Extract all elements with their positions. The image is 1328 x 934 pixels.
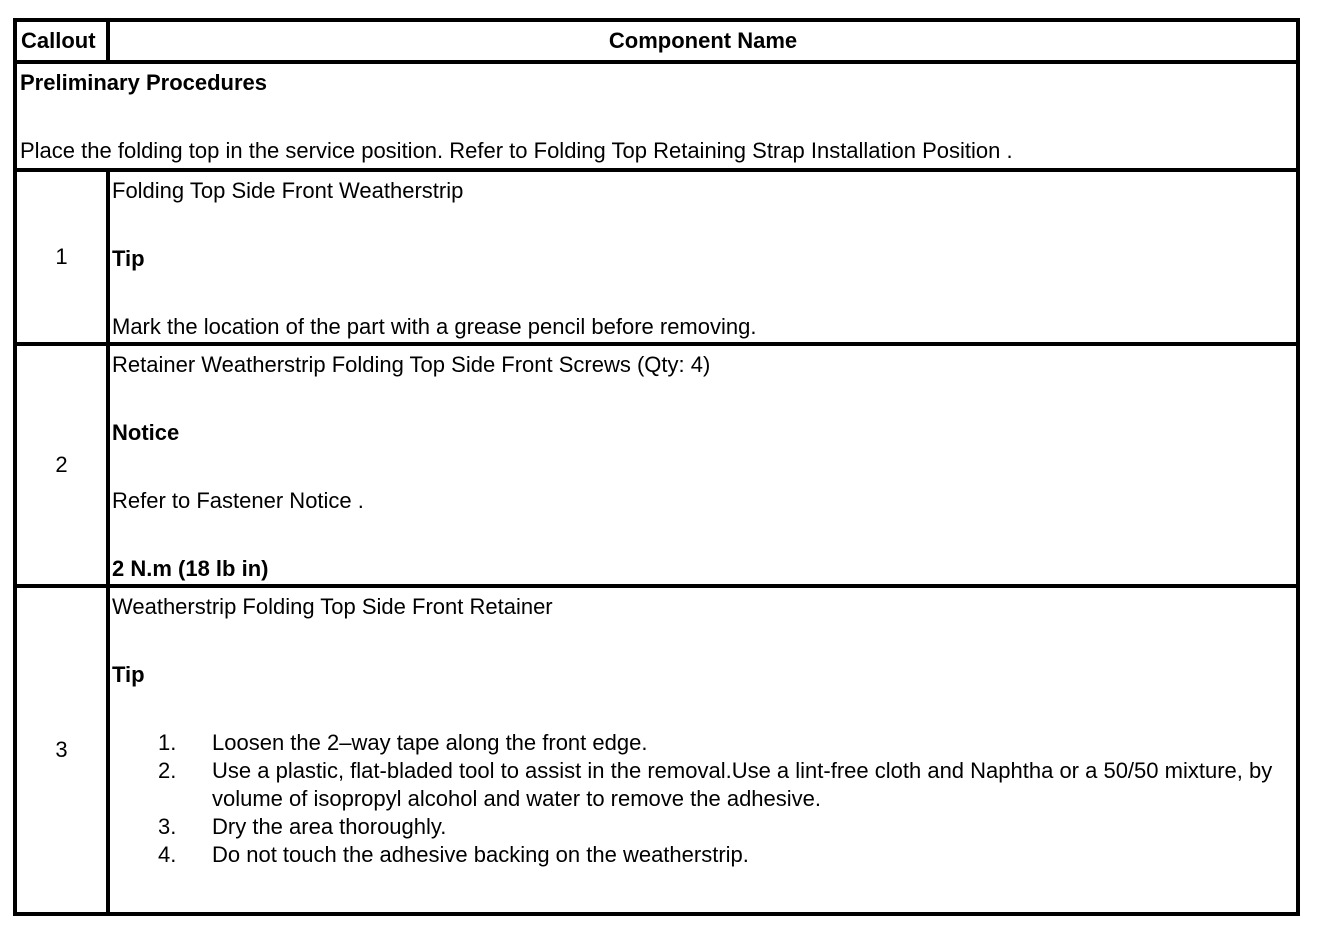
step-number: 3. <box>158 814 177 839</box>
component-cell <box>110 346 1296 584</box>
header-component-cell <box>110 22 1296 60</box>
component-cell <box>110 172 1296 342</box>
tip-label: Tip <box>112 246 145 271</box>
component-cell <box>110 588 1296 912</box>
header-component-label: Component Name <box>608 28 798 53</box>
header-callout-label: Callout <box>21 28 96 53</box>
procedure-table <box>13 18 1300 916</box>
table-row <box>17 588 1296 912</box>
callout-number: 1 <box>55 244 68 269</box>
callout-number: 2 <box>55 452 68 477</box>
notice-text: Refer to Fastener Notice . <box>112 488 364 513</box>
component-name: Folding Top Side Front Weatherstrip <box>112 178 464 203</box>
list-item <box>158 813 1298 841</box>
table-header-row <box>17 22 1296 64</box>
step-text: Loosen the 2–way tape along the front edge. <box>212 730 648 755</box>
tip-steps-list <box>158 729 1298 869</box>
tip-label: Tip <box>112 662 145 687</box>
table-row <box>17 346 1296 588</box>
step-text: Do not touch the adhesive backing on the weatherstrip. <box>212 842 749 867</box>
step-number: 4. <box>158 842 177 867</box>
list-item <box>158 757 1298 813</box>
preliminary-text: Place the folding top in the service position. Refer to Folding Top Retaining Strap Installation Position . <box>20 138 1013 163</box>
step-text: Dry the area thoroughly. <box>212 814 447 839</box>
list-item <box>158 729 1298 757</box>
step-number: 1. <box>158 730 177 755</box>
callout-cell <box>17 346 110 584</box>
callout-cell <box>17 588 110 912</box>
table-row <box>17 172 1296 346</box>
step-text: Use a plastic, flat-bladed tool to assist in the removal.Use a lint-free cloth and Naphtha or a 50/50 mixture, by volume of isopropyl alcohol and water to remove the adhesive. <box>212 758 1273 811</box>
list-item <box>158 841 1298 869</box>
component-name: Retainer Weatherstrip Folding Top Side Front Screws (Qty: 4) <box>112 352 711 377</box>
step-number: 2. <box>158 758 177 783</box>
notice-label: Notice <box>112 420 180 445</box>
callout-cell <box>17 172 110 342</box>
preliminary-procedures-row <box>17 64 1296 172</box>
preliminary-title: Preliminary Procedures <box>20 70 268 95</box>
tip-text: Mark the location of the part with a grease pencil before removing. <box>112 314 757 339</box>
component-name: Weatherstrip Folding Top Side Front Retainer <box>112 594 553 619</box>
torque-spec: 2 N.m (18 lb in) <box>112 556 269 581</box>
header-callout-cell <box>17 22 110 60</box>
callout-number: 3 <box>55 737 68 762</box>
